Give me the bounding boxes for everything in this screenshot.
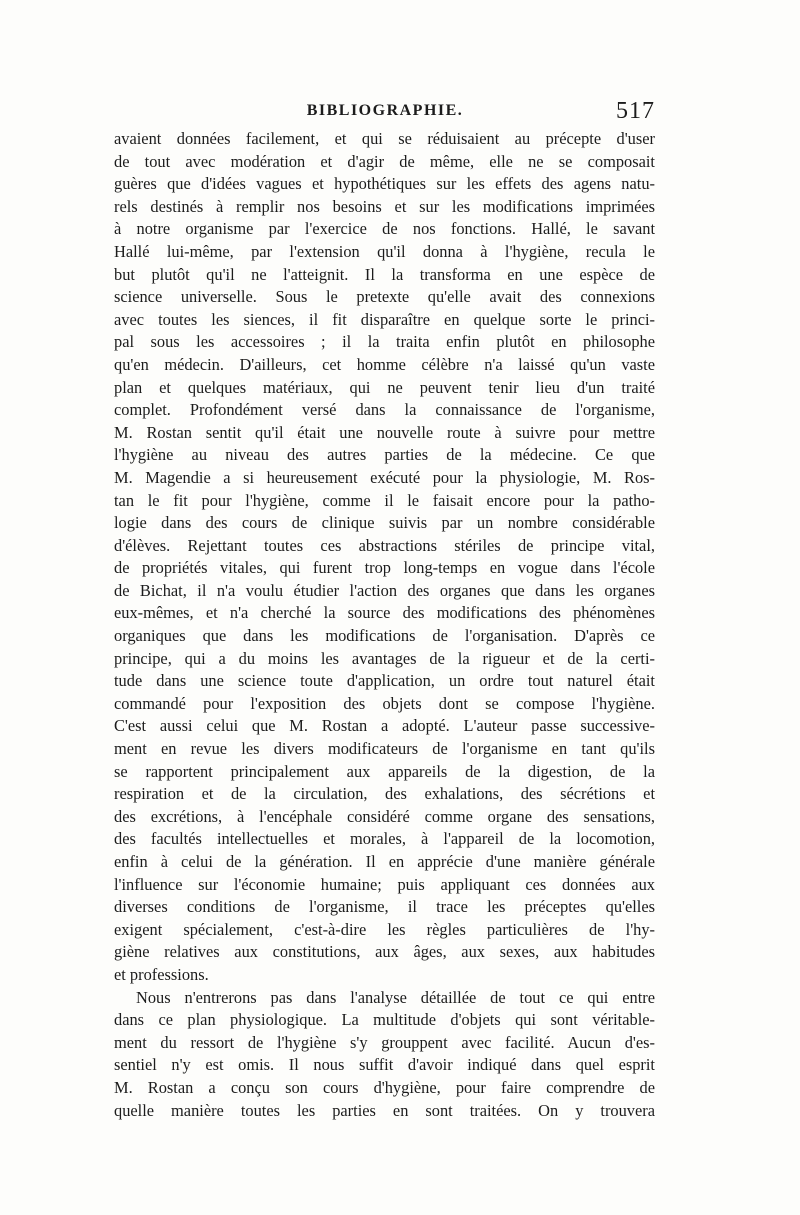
text-line: de propriétés vitales, qui furent trop long-temps en vogue dans l'école	[114, 558, 655, 578]
text-line: M. Rostan sentit qu'il était une nouvelle route à suivre pour mettre	[114, 422, 655, 442]
text-line: M. Rostan a conçu son cours d'hygiène, pour faire comprendre de	[114, 1077, 655, 1097]
text-line: commandé pour l'exposition des objets dont se compose l'hygiène.	[114, 693, 655, 713]
text-line: C'est aussi celui que M. Rostan a adopté. L'auteur passe successive-	[114, 716, 655, 736]
text-line: à notre organisme par l'exercice de nos fonctions. Hallé, le savant	[114, 219, 655, 239]
text-line: but plutôt qu'il ne l'atteignit. Il la transforma en une espèce de	[114, 264, 655, 284]
text-line: diverses conditions de l'organisme, il trace les préceptes qu'elles	[114, 897, 655, 917]
text-line: dans ce plan physiologique. La multitude d'objets qui sont véritable-	[114, 1010, 655, 1030]
text-line: rels destinés à remplir nos besoins et sur les modifications imprimées	[114, 196, 655, 216]
text-line: sentiel n'y est omis. Il nous suffit d'avoir indiqué dans quel esprit	[114, 1055, 655, 1075]
text-line: tude dans une science toute d'application, un ordre tout naturel était	[114, 671, 655, 691]
text-line: l'hygiène au niveau des autres parties de la médecine. Ce que	[114, 445, 655, 465]
text-line: enfin à celui de la génération. Il en apprécie d'une manière générale	[114, 852, 655, 871]
text-line: des excrétions, à l'encéphale considéré comme organe des sensations,	[114, 806, 655, 826]
text-line: pal sous les accessoires ; il la traita enfin plutôt en philosophe	[114, 332, 655, 352]
text-line: des facultés intellectuelles et morales, à l'appareil de la locomotion,	[114, 829, 655, 849]
text-line: de Bichat, il n'a voulu étudier l'action des organes que dans les organes	[114, 580, 655, 600]
text-line: avaient données facilement, et qui se réduisaient au précepte d'user	[114, 129, 655, 148]
text-line: quelle manière toutes les parties en sont traitées. On y trouvera	[114, 1100, 655, 1120]
text-line: l'influence sur l'économie humaine; puis appliquant ces données aux	[114, 874, 655, 894]
running-title: BIBLIOGRAPHIE.	[306, 102, 464, 119]
text-line: principe, qui a du moins les avantages de la rigueur et de la certi-	[114, 648, 655, 668]
text-line: complet. Profondément versé dans la connaissance de l'organisme,	[114, 400, 655, 420]
text-line: guères que d'idées vagues et hypothétiques sur les effets des agens natu-	[114, 174, 655, 194]
text-line: avec toutes les siences, il fit disparaître en quelque sorte le princi-	[114, 309, 655, 329]
text-line: Hallé lui-même, par l'extension qu'il donna à l'hygiène, recula le	[114, 241, 655, 261]
text-line: tan le fit pour l'hygiène, comme il le faisait encore pour la patho-	[114, 490, 655, 510]
text-line: qu'en médecin. D'ailleurs, cet homme célèbre n'a laissé qu'un vaste	[114, 354, 655, 374]
paragraph-end-line: et professions.	[114, 964, 209, 984]
text-line: logie dans des cours de clinique suivis par un nombre considérable	[114, 513, 655, 533]
text-line: de tout avec modération et d'agir de même, elle ne se composait	[114, 151, 655, 171]
text-line: giène relatives aux constitutions, aux âges, aux sexes, aux habitudes	[114, 942, 655, 962]
text-line: respiration et de la circulation, des exhalations, des sécrétions et	[114, 784, 655, 804]
text-line: organiques que dans les modifications de l'organisation. D'après ce	[114, 626, 655, 646]
text-line: eux-mêmes, et n'a cherché la source des modifications des phénomènes	[114, 603, 655, 623]
text-line: d'élèves. Rejettant toutes ces abstractions stériles de principe vital,	[114, 535, 655, 555]
body-text	[114, 128, 655, 1122]
page-number: 517	[616, 98, 655, 124]
text-line: exigent spécialement, c'est-à-dire les règles particulières de l'hy-	[114, 919, 655, 939]
text-line: plan et quelques matériaux, qui ne peuvent tenir lieu d'un traité	[114, 377, 655, 397]
text-line: M. Magendie a si heureusement exécuté pour la physiologie, M. Ros-	[114, 467, 655, 487]
text-line: ment du ressort de l'hygiène s'y grouppent avec facilité. Aucun d'es-	[114, 1032, 655, 1052]
paragraph-start-line: Nous n'entrerons pas dans l'analyse détaillée de tout ce qui entre	[136, 987, 655, 1007]
running-header	[115, 98, 655, 128]
text-line: science universelle. Sous le pretexte qu'elle avait des connexions	[114, 287, 655, 307]
text-line: ment en revue les divers modificateurs de l'organisme en tant qu'ils	[114, 739, 655, 759]
text-line: se rapportent principalement aux appareils de la digestion, de la	[114, 761, 655, 781]
